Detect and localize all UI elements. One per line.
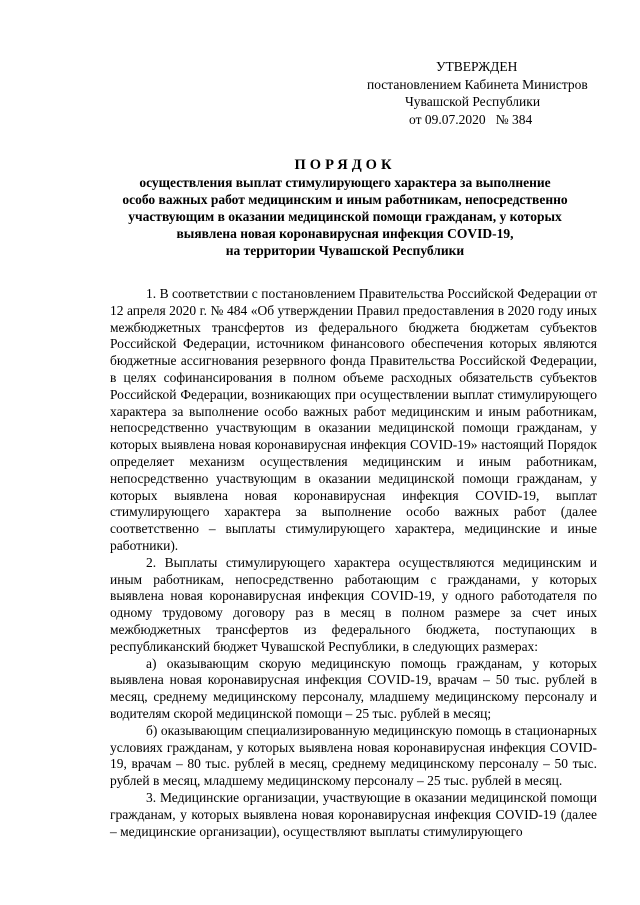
paragraph-2a: а) оказывающим скорую медицинскую помощь гражданам, у которых выявлена новая коронавирусная инфекция COVID-19, врачам – 50 тыс. рублей в месяц, среднему медицинскому персоналу, младшему медицинскому персоналу и водителям скорой медицинской помощи – 25 тыс. рублей в месяц; <box>110 655 597 721</box>
title-line: участвующим в оказании медицинской помощи гражданам, у которых <box>128 209 562 224</box>
title-line: осуществления выплат стимулирующего характера за выполнение <box>139 175 551 190</box>
approval-stamp <box>365 58 605 128</box>
paragraph-3: 3. Медицинские организации, участвующие в оказании медицинской помощи гражданам, у которых выявлена новая коронавирусная инфекция COVID-19 (далее – медицинские организации), осуществляют выплаты стимулирующего <box>110 789 597 839</box>
paragraph-1: 1. В соответствии с постановлением Правительства Российской Федерации от 12 апреля 2020 г. № 484 «Об утверждении Правил предоставления в 2020 году иных межбюджетных трансфертов из федерального бюджета бюджетам субъектов Российской Федерации, источником финансового обеспечения которых являются бюджетные ассигнования резервного фонда Правительства Российской Федерации, в целях софинансирования в полном объеме расходных обязательств субъектов Российской Федерации, возникающих при осуществлении выплат стимулирующего характера за выполнение особо важных работ медицинским и иным работникам, непосредственно участвующим в оказании медицинской помощи гражданам, у которых выявлена новая коронавирусная инфекция COVID-19» настоящий Порядок определяет механизм осуществления медицинским и иным работникам, непосредственно участвующим в оказании медицинской помощи гражданам, у которых выявлена новая коронавирусная инфекция COVID-19, выплат стимулирующего характера за выполнение особо важных работ (далее соответственно – выплаты стимулирующего характера, медицинские и иные работники). <box>110 286 597 553</box>
title-subtitle <box>100 174 590 259</box>
title-main: ПОРЯДОК <box>294 157 396 173</box>
approval-title: УТВЕРЖДЕН <box>436 59 518 74</box>
approval-authority: постановлением Кабинета Министров <box>367 76 588 92</box>
document-title <box>100 156 590 259</box>
paragraph-2: 2. Выплаты стимулирующего характера осуществляются медицинским и иным работникам, непосредственно работающим с гражданами, у которых выявлена новая коронавирусная инфекция COVID-19, у одного работодателя по одному трудовому договору раз в месяц в полном размере за счет иных межбюджетных трансфертов из федерального бюджета, поступающих в республиканский бюджет Чувашской Республики, в следующих размерах: <box>110 554 597 654</box>
title-line: на территории Чувашской Республики <box>225 243 465 258</box>
approval-region: Чувашской Республики <box>405 94 541 109</box>
approval-date-number: от 09.07.2020 № 384 <box>409 111 533 127</box>
title-line: особо важных работ медицинским и иным работникам, непосредственно <box>122 192 568 207</box>
document-body <box>110 286 597 840</box>
paragraph-2b: б) оказывающим специализированную медицинскую помощь в стационарных условиях гражданам, у которых выявлена новая коронавирусная инфекция COVID-19, врачам – 80 тыс. рублей в месяц, среднему медицинскому персоналу – 50 тыс. рублей в месяц, младшему медицинскому персоналу – 25 тыс. рублей в месяц. <box>110 722 597 789</box>
title-line: выявлена новая коронавирусная инфекция COVID-19, <box>176 226 514 241</box>
